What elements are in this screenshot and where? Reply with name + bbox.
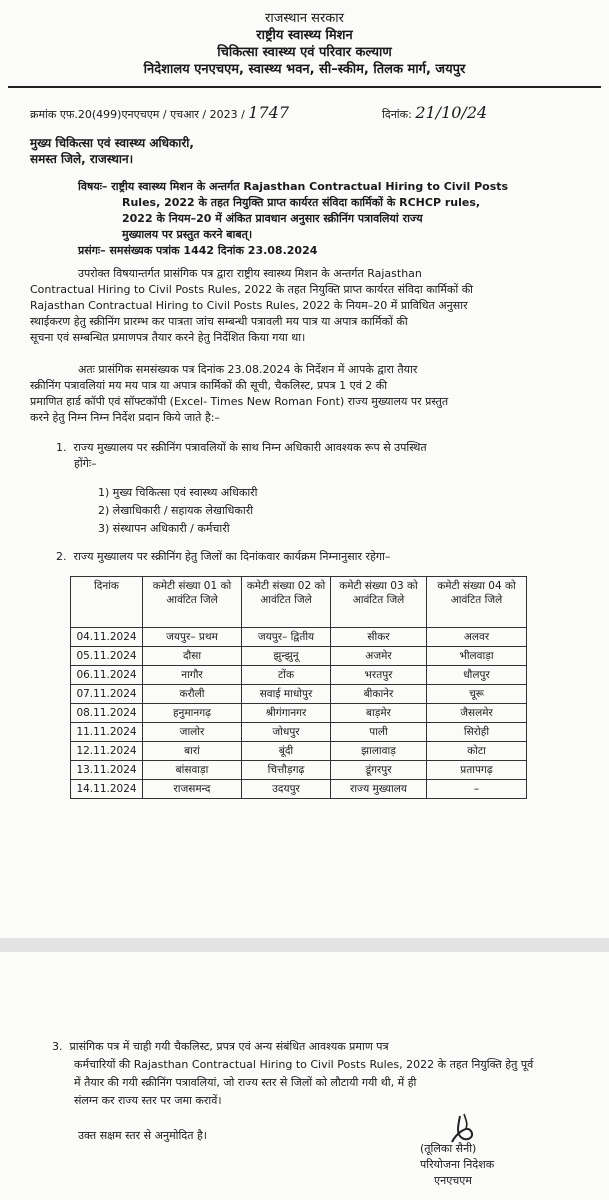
signatory-name: (तूलिका सैनी) <box>420 1142 477 1155</box>
point-3: 3. प्रासंगिक पत्र में चाही गयी चैकलिस्ट, प्रपत्र एवं अन्य संबंधित आवश्यक प्रमाण पत्र कर्मचारियों की Rajasthan Contractual Hiring to Civil Posts Rules, 2022 के तहत नियुक्ति हेतु पूर्व में तैयार की गयी स्क्रीनिंग पत्रावलियां, जो राज्य स्तर से जिलों को लौटायी गयी थी, में ही संलग्न कर राज्य स्तर पर जमा करावें। <box>52 1040 534 1107</box>
table-cell: अजमेर <box>331 647 427 666</box>
table-cell: 08.11.2024 <box>71 704 143 723</box>
table-cell: नागौर <box>143 666 242 685</box>
paragraph-2: अतः प्रासंगिक समसंख्यक पत्र दिनांक 23.08.2024 के निर्देशन में आपके द्वारा तैयार स्क्रीनिंग पत्रावलियां मय मय पात्र या अपात्र कार्मिकों की सूची, चैकलिस्ट, प्रपत्र 1 एवं 2 की प्रमाणित हार्ड कॉपी एवं सॉफ्टकॉपी (Excel- Times New Roman Font) राज्य मुख्यालय पर प्रस्तुत करने हेतु निम्न निम्न निर्देश प्रदान किये जाते है:– <box>30 363 449 424</box>
letterhead-address: निदेशालय एनएचएम, स्वास्थ्य भवन, सी–स्कीम, तिलक मार्ग, जयपुर <box>143 62 466 77</box>
letterhead-govt: राजस्थान सरकार <box>265 11 344 26</box>
table-cell: 13.11.2024 <box>71 761 143 780</box>
table-cell: 05.11.2024 <box>71 647 143 666</box>
table-cell: सिरोही <box>427 723 527 742</box>
table-cell: बारां <box>143 742 242 761</box>
table-cell: धौलपुर <box>427 666 527 685</box>
table-header-cell: कमेटी संख्या 04 को आवंटित जिले <box>427 577 527 628</box>
table-cell: श्रीगंगानगर <box>242 704 331 723</box>
table-row <box>71 723 527 742</box>
table-cell: 12.11.2024 <box>71 742 143 761</box>
letterhead-mission: राष्ट्रीय स्वास्थ्य मिशन <box>256 28 353 43</box>
table-cell: बूंदी <box>242 742 331 761</box>
table-cell: कोटा <box>427 742 527 761</box>
table-cell: 14.11.2024 <box>71 780 143 799</box>
subject-block: विषयः– राष्ट्रीय स्वास्थ्य मिशन के अन्तर्गत Rajasthan Contractual Hiring to Civil Posts Rules, 2022 के तहत नियुक्ति प्राप्त कार्यरत संविदा कार्मिकों के RCHCP rules, 2022 के नियम–20 में अंकित प्रावधान अनुसार स्क्रीनिंग पत्रावलियां राज्य मुख्यालय पर प्रस्तुत करने बाबत्। प्रसंगः– समसंख्यक पत्रांक 1442 दिनांक 23.08.2024 <box>78 179 558 259</box>
table-cell: प्रतापगढ़ <box>427 761 527 780</box>
table-cell: बाड़मेर <box>331 704 427 723</box>
officer-item: 3) संस्थापन अधिकारी / कर्मचारी <box>98 522 230 535</box>
table-cell: उदयपुर <box>242 780 331 799</box>
approval-note: उक्त सक्षम स्तर से अनुमोदित है। <box>78 1129 207 1142</box>
table-row <box>71 666 527 685</box>
table-header-cell: दिनांक <box>71 577 143 628</box>
table-row <box>71 761 527 780</box>
table-cell: अलवर <box>427 628 527 647</box>
subject-label: विषयः– <box>78 180 108 193</box>
table-cell: भरतपुर <box>331 666 427 685</box>
addressee: मुख्य चिकित्सा एवं स्वास्थ्य अधिकारी, समस्त जिले, राजस्थान। <box>30 136 194 166</box>
schedule-table <box>70 576 527 799</box>
letterhead-department: चिकित्सा स्वास्थ्य एवं परिवार कल्याण <box>217 45 392 60</box>
table-cell: टोंक <box>242 666 331 685</box>
table-cell: दौसा <box>143 647 242 666</box>
table-cell: करौली <box>143 685 242 704</box>
table-cell: सवाई माधोपुर <box>242 685 331 704</box>
reference-date-handwritten: 21/10/24 <box>415 103 488 122</box>
table-cell: जयपुर– प्रथम <box>143 628 242 647</box>
table-cell: सीकर <box>331 628 427 647</box>
letter-page-2 <box>0 952 609 1200</box>
table-cell: राजसमन्द <box>143 780 242 799</box>
table-cell: जालोर <box>143 723 242 742</box>
table-cell: जयपुर– द्वितीय <box>242 628 331 647</box>
signatory-designation: परियोजना निदेशक <box>420 1158 495 1171</box>
officer-list <box>98 484 258 538</box>
letterhead-rule <box>8 86 601 88</box>
table-cell: हनुमानगढ़ <box>143 704 242 723</box>
table-cell: पाली <box>331 723 427 742</box>
paragraph-1: उपरोक्त विषयान्तर्गत प्रासंगिक पत्र द्वारा राष्ट्रीय स्वास्थ्य मिशन के अन्तर्गत Rajasthan Contractual Hiring to Civil Posts Rules, 2022 के तहत नियुक्ति प्राप्त कार्यरत संविदा कार्मिकों की Rajasthan Contractual Hiring to Civil Posts Rules, 2022 के नियम–20 में प्राविधित अनुसार स्थाईकरण हेतु स्क्रीनिंग प्रारम्भ कर पात्रता जांच सम्बन्धी पत्रावली मय पात्र या अपात्र कार्मिकों की सूचना एवं सम्बन्धित प्रमाणपत्र तैयार करने हेतु निर्देशित किया गया था। <box>30 267 474 344</box>
table-cell: जैसलमेर <box>427 704 527 723</box>
table-row <box>71 647 527 666</box>
table-cell: बांसवाड़ा <box>143 761 242 780</box>
table-row <box>71 704 527 723</box>
reference-number-handwritten: 1747 <box>248 103 289 122</box>
table-cell: 07.11.2024 <box>71 685 143 704</box>
schedule-table-wrap <box>70 576 527 799</box>
table-cell: झुन्झुनू <box>242 647 331 666</box>
table-cell: चित्तौड़गढ़ <box>242 761 331 780</box>
point-2: 2. राज्य मुख्यालय पर स्क्रीनिंग हेतु जिलों का दिनांकवार कार्यक्रम निम्नानुसार रहेगा– <box>56 550 391 563</box>
table-cell: चूरू <box>427 685 527 704</box>
reference-date: दिनांक: 21/10/24 <box>382 103 488 122</box>
point-1: 1. राज्य मुख्यालय पर स्क्रीनिंग पत्रावलियों के साथ निम्न अधिकारी आवश्यक रूप से उपस्थित होंगेः– <box>56 441 427 470</box>
table-cell: जोधपुर <box>242 723 331 742</box>
officer-item: 1) मुख्य चिकित्सा एवं स्वास्थ्य अधिकारी <box>98 486 258 499</box>
table-cell: 06.11.2024 <box>71 666 143 685</box>
reference-number: क्रमांक एफ.20(499)एनएचएम / एचआर / 2023 / 1747 <box>30 103 289 122</box>
signatory-office: एनएचएम <box>434 1174 472 1187</box>
table-header-row <box>71 577 527 628</box>
table-row <box>71 685 527 704</box>
subject-context: प्रसंगः– समसंख्यक पत्रांक 1442 दिनांक 23.08.2024 <box>78 244 318 257</box>
table-header-cell: कमेटी संख्या 03 को आवंटित जिले <box>331 577 427 628</box>
table-row <box>71 742 527 761</box>
officer-item: 2) लेखाधिकारी / सहायक लेखाधिकारी <box>98 504 254 517</box>
table-header-cell: कमेटी संख्या 01 को आवंटित जिले <box>143 577 242 628</box>
table-cell: झालावाड़ <box>331 742 427 761</box>
table-cell: भीलवाड़ा <box>427 647 527 666</box>
table-header-cell: कमेटी संख्या 02 को आवंटित जिले <box>242 577 331 628</box>
page-separator <box>0 938 609 952</box>
table-cell: राज्य मुख्यालय <box>331 780 427 799</box>
table-cell: 04.11.2024 <box>71 628 143 647</box>
table-row <box>71 628 527 647</box>
signature-block <box>420 1141 494 1189</box>
table-cell: – <box>427 780 527 799</box>
table-row <box>71 780 527 799</box>
letterhead <box>0 0 609 78</box>
table-cell: 11.11.2024 <box>71 723 143 742</box>
table-cell: डूंगरपुर <box>331 761 427 780</box>
table-cell: बीकानेर <box>331 685 427 704</box>
